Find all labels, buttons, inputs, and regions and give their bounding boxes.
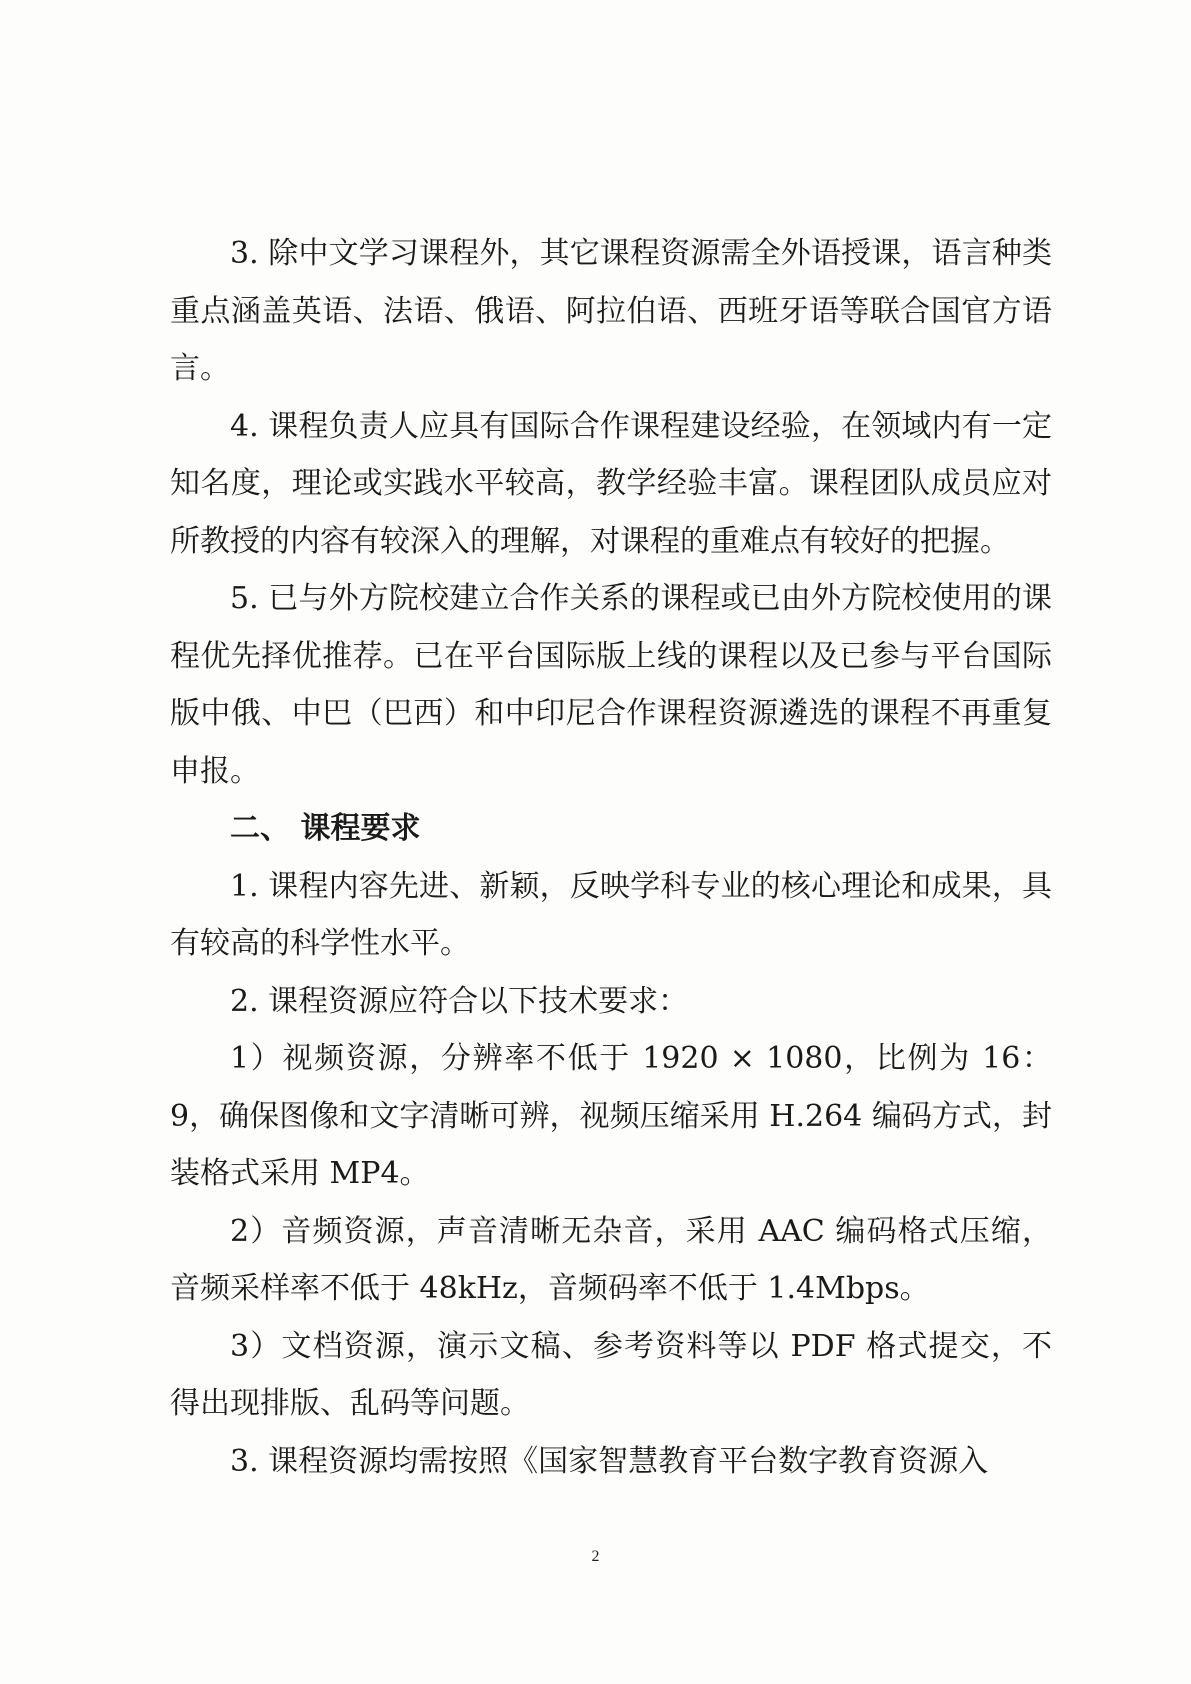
paragraph-item-5: 5. 已与外方院校建立合作关系的课程或已由外方院校使用的课程优先择优推荐。已在平台国际版上线的课程以及已参与平台国际版中俄、中巴（巴西）和中印尼合作课程资源遴选的课程不再重复申报。 <box>170 581 1052 789</box>
page-number: 2 <box>591 1548 600 1565</box>
paragraph-audio-spec: 2）音频资源，声音清晰无杂音，采用 AAC 编码格式压缩，音频采样率不低于 48kHz，音频码率不低于 1.4Mbps。 <box>170 1213 1052 1306</box>
paragraph-video-spec: 1）视频资源，分辨率不低于 1920 × 1080，比例为 16：9，确保图像和文字清晰可辨，视频压缩采用 H.264 编码方式，封装格式采用 MP4。 <box>170 1041 1052 1191</box>
paragraph-item-4: 4. 课程负责人应具有国际合作课程建设经验，在领域内有一定知名度，理论或实践水平较高，教学经验丰富。课程团队成员应对所教授的内容有较深入的理解，对课程的重难点有较好的把握。 <box>170 408 1052 559</box>
paragraph-requirement-1: 1. 课程内容先进、新颖，反映学科专业的核心理论和成果，具有较高的科学性水平。 <box>170 868 1052 961</box>
paragraph-requirement-3: 3. 课程资源均需按照《国家智慧教育平台数字教育资源入 <box>230 1443 989 1479</box>
paragraph-item-3: 3. 除中文学习课程外，其它课程资源需全外语授课，语言种类重点涵盖英语、法语、俄语、阿拉伯语、西班牙语等联合国官方语言。 <box>170 236 1052 386</box>
document-body <box>170 225 1052 1490</box>
section-heading: 二、 课程要求 <box>230 811 421 846</box>
paragraph-document-spec: 3）文档资源，演示文稿、参考资料等以 PDF 格式提交，不得出现排版、乱码等问题。 <box>170 1328 1052 1421</box>
paragraph-requirement-2: 2. 课程资源应符合以下技术要求： <box>230 983 689 1019</box>
